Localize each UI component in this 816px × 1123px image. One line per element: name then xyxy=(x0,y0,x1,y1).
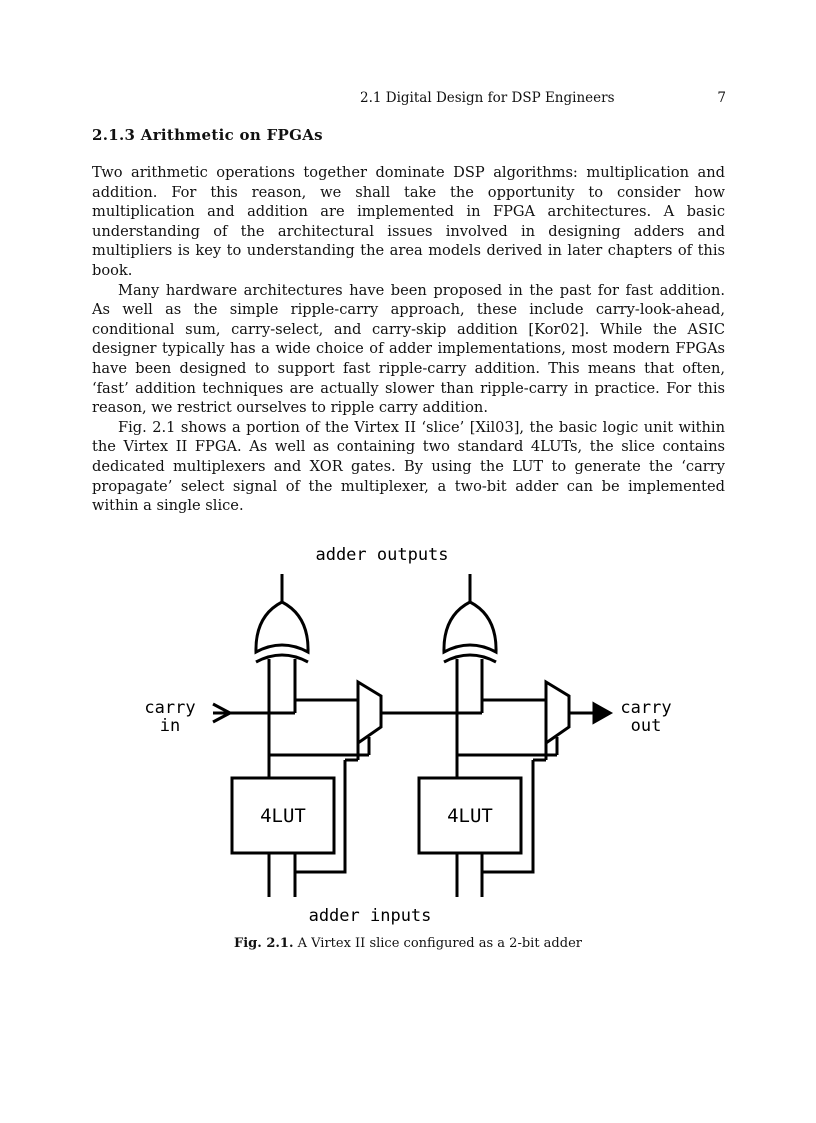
carry-out-label-1: carry xyxy=(620,698,672,718)
xor-gate-left xyxy=(256,602,308,662)
page-number: 7 xyxy=(717,90,726,106)
xor-gate-right xyxy=(444,602,496,662)
lut-left-label: 4LUT xyxy=(260,805,306,827)
data-wire-right xyxy=(482,760,533,897)
adder-inputs-label: adder inputs xyxy=(308,906,432,926)
body-text xyxy=(92,163,725,516)
caption-text: A Virtex II slice configured as a 2-bit adder xyxy=(297,936,582,951)
xor-left-in-b xyxy=(295,659,358,700)
adder-outputs-label: adder outputs xyxy=(315,545,449,565)
figure-caption xyxy=(0,936,816,951)
carry-in-label-1: carry xyxy=(144,698,196,718)
carry-out-label-2: out xyxy=(630,716,662,736)
paragraph-1: Two arithmetic operations together dominate DSP algorithms: multiplication and addition. For this reason, we shall take the opportunity to consider how multiplication and addition are implemented in FPGA architectures. A basic understanding of the architectural issues involved in designing adders and multipliers is key to understanding the area models derived in later chapters of this book. xyxy=(92,164,725,279)
carry-out-arrow-icon xyxy=(594,704,610,722)
data-wire-left xyxy=(295,760,345,897)
slice-diagram xyxy=(120,540,700,930)
paragraph-3: Fig. 2.1 shows a portion of the Virtex II ‘slice’ [Xil03], the basic logic unit within the Virtex II FPGA. As well as containing two standard 4LUTs, the slice contains dedicated multiplexers and XOR gates. By using the LUT to generate the ‘carry propagate’ select signal of the multiplexer, a two-bit adder can be implemented within a single slice. xyxy=(92,418,725,515)
adder-figure xyxy=(120,540,700,930)
mux-left xyxy=(358,682,381,743)
running-head-title: 2.1 Digital Design for DSP Engineers xyxy=(360,90,615,106)
running-head xyxy=(360,90,726,106)
mux-right xyxy=(546,682,569,743)
caption-label: Fig. 2.1. xyxy=(234,936,294,951)
carry-in-label-2: in xyxy=(159,716,181,736)
paragraph-2: Many hardware architectures have been proposed in the past for fast addition. As well as the simple ripple-carry approach, these include carry-look-ahead, conditional sum, carry-select, and carry-skip addition [Kor02]. While the ASIC designer typically has a wide choice of adder implementations, most modern FPGAs have been designed to support fast ripple-carry addition. This means that often, ‘fast’ addition techniques are actually slower than ripple-carry in practice. For this reason, we restrict ourselves to ripple carry addition. xyxy=(92,281,725,417)
xor-right-in-b xyxy=(482,659,546,700)
section-heading: 2.1.3 Arithmetic on FPGAs xyxy=(92,126,323,144)
lut-right-label: 4LUT xyxy=(447,805,493,827)
